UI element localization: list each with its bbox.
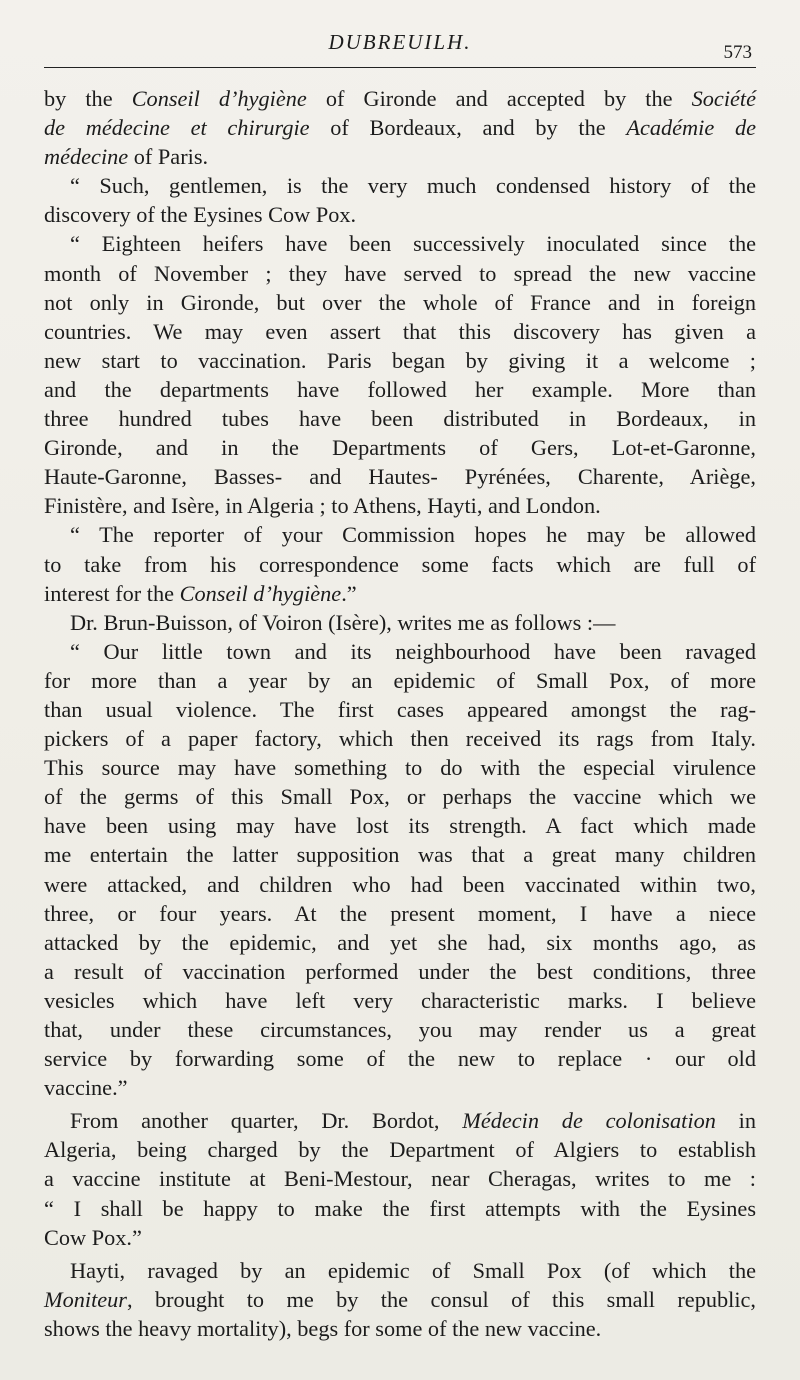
paragraph-p1 [44, 84, 756, 171]
text-line: “ Eighteen heifers have been successively inoculated since the [70, 231, 756, 257]
text-line: by the Conseil d’hygiène of Gironde and accepted by the Société [44, 86, 757, 111]
text-line: From another quarter, Dr. Bordot, Médecin de colonisation in [70, 1108, 756, 1134]
text-line: a result of vaccination performed under the best conditions, three [44, 958, 756, 984]
text-line: “ The reporter of your Commission hopes he may be allowed [70, 522, 756, 548]
page-number: 573 [723, 42, 752, 63]
text-line: to take from his correspondence some facts which are full of [44, 551, 756, 577]
text-line: that, under these circumstances, you may render us a great [44, 1017, 756, 1042]
body-text [44, 84, 756, 1343]
text-line: not only in Gironde, but over the whole of France and in foreign [44, 289, 756, 315]
text-line: pickers of a paper factory, which then received its rags from Italy. [44, 726, 756, 752]
italic-phrase: Société [691, 86, 757, 111]
text-line: Dr. Brun-Buisson, of Voiron (Isère), writes me as follows :— [70, 609, 616, 635]
running-head [44, 30, 756, 64]
text-line: month of November ; they have served to spread the new vaccine [44, 260, 756, 286]
text-line: Haute-Garonne, Basses- and Hautes- Pyrénées, Charente, Ariège, [44, 464, 756, 490]
paragraph-p3 [44, 229, 756, 520]
text-line: three, or four years. At the present moment, I have a niece [44, 900, 756, 926]
paragraph-p7 [44, 1106, 756, 1251]
text-line: and the departments have followed her example. More than [44, 376, 756, 402]
text-line: Hayti, ravaged by an epidemic of Small Pox (of which the [70, 1257, 756, 1283]
header-rule [44, 67, 756, 68]
paragraph-p2 [44, 171, 756, 229]
text-line: médecine of Paris. [44, 144, 209, 170]
text-line: service by forwarding some of the new to replace · our old [44, 1046, 756, 1072]
text-line: Moniteur, brought to me by the consul of this small republic, [44, 1286, 756, 1312]
text-line: interest for the Conseil d’hygiène.” [44, 580, 357, 606]
text-line: Algeria, being charged by the Department of Algiers to establish [44, 1137, 756, 1163]
text-line: de médecine et chirurgie of Bordeaux, and by the Académie de [44, 115, 756, 141]
paragraph-p6 [44, 637, 756, 1103]
paragraph-p5 [44, 608, 756, 637]
text-line: shows the heavy mortality), begs for some of the new vaccine. [44, 1315, 602, 1341]
text-line: Cow Pox.” [44, 1224, 142, 1250]
italic-phrase: Académie de [626, 115, 756, 141]
text-line: discovery of the Eysines Cow Pox. [44, 202, 357, 228]
italic-phrase: médecine [44, 144, 129, 170]
running-title: DUBREUILH. [328, 30, 472, 54]
text-line: “ I shall be happy to make the first attempts with the Eysines [44, 1195, 756, 1221]
text-line: a vaccine institute at Beni-Mestour, near Cheragas, writes to me : [44, 1166, 756, 1192]
text-line: “ Our little town and its neighbourhood have been ravaged [70, 638, 756, 664]
text-line: have been using may have lost its strength. A fact which made [44, 813, 756, 839]
italic-phrase: Moniteur [44, 1286, 127, 1312]
text-line: Finistère, and Isère, in Algeria ; to Athens, Hayti, and London. [44, 493, 601, 519]
text-line: were attacked, and children who had been vaccinated within two, [44, 871, 756, 897]
text-line: “ Such, gentlemen, is the very much condensed history of the [70, 173, 756, 199]
paragraph-p4 [44, 520, 756, 607]
text-line: vesicles which have left very characteristic marks. I believe [44, 987, 756, 1013]
text-line: for more than a year by an epidemic of Small Pox, of more [44, 667, 756, 693]
text-line: Gironde, and in the Departments of Gers, Lot-et-Garonne, [44, 435, 756, 461]
text-line: countries. We may even assert that this discovery has given a [44, 318, 756, 344]
text-line: new start to vaccination. Paris began by giving it a welcome ; [44, 347, 756, 373]
paragraph-p8 [44, 1256, 756, 1343]
italic-phrase: Médecin de colonisation [462, 1108, 716, 1134]
text-line: vaccine.” [44, 1075, 128, 1101]
text-line: than usual violence. The first cases appeared amongst the rag- [44, 696, 756, 722]
italic-phrase: Conseil d’hygiène [179, 580, 342, 606]
text-line: This source may have something to do with the especial virulence [44, 755, 756, 781]
text-line: me entertain the latter supposition was that a great many children [44, 842, 756, 868]
text-line: of the germs of this Small Pox, or perhaps the vaccine which we [44, 784, 756, 810]
italic-phrase: Conseil d’hygiène [131, 86, 307, 111]
text-line: attacked by the epidemic, and yet she had, six months ago, as [44, 929, 756, 955]
italic-phrase: de médecine et chirurgie [44, 115, 310, 141]
text-line: three hundred tubes have been distributed in Bordeaux, in [44, 406, 756, 432]
